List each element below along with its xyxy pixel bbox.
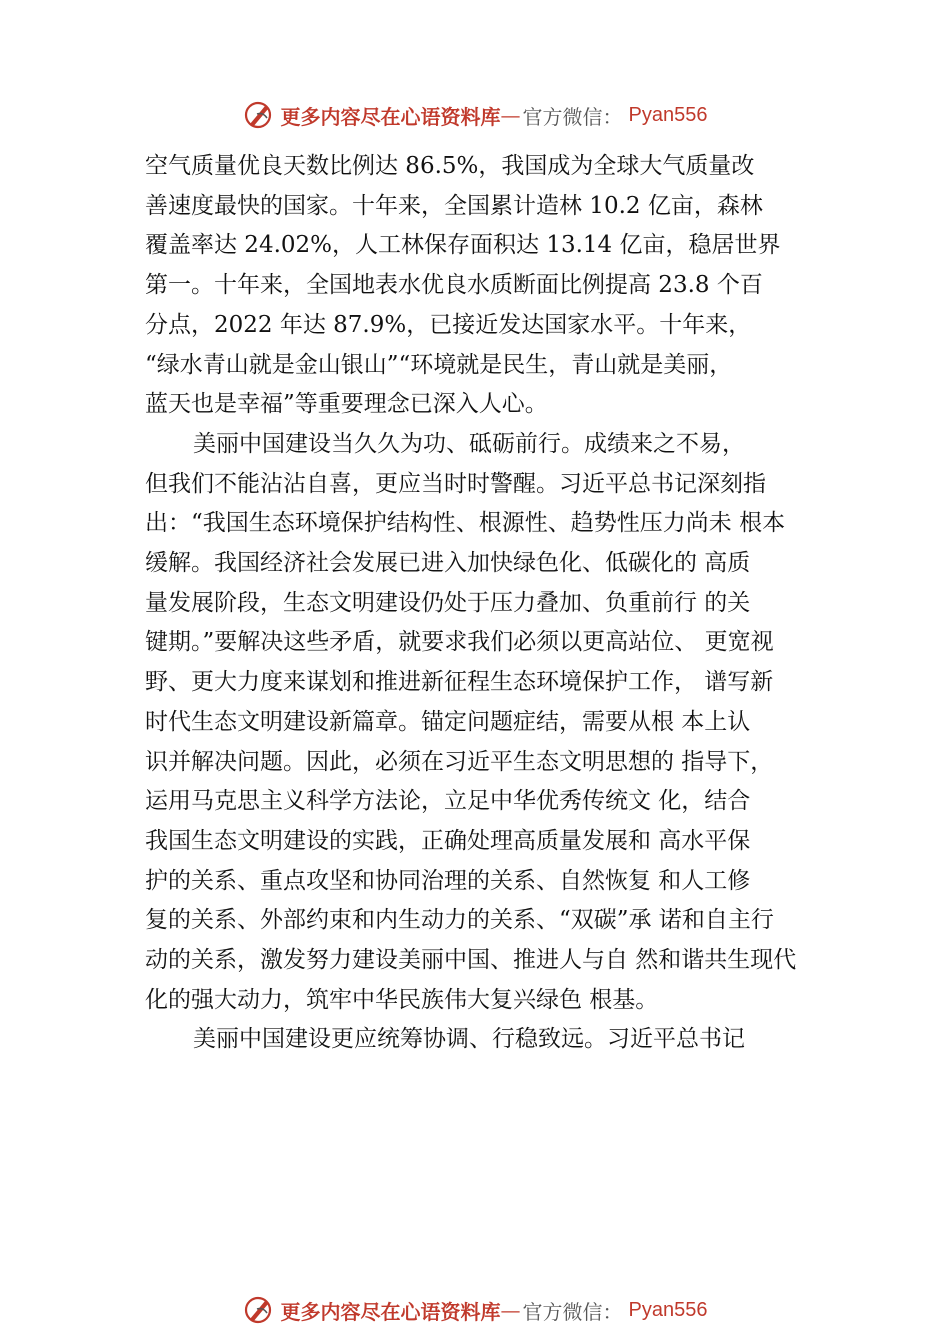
paragraph-1 <box>145 147 835 425</box>
banner-wechat-label: 官方微信： <box>522 104 623 129</box>
pen-logo-icon <box>243 1295 273 1325</box>
document-body <box>145 147 835 1060</box>
text-line: 护的关系、重点攻坚和协同治理的关系、自然恢复 和人工修 <box>145 867 751 894</box>
text-line: 出：“我国生态环境保护结构性、根源性、趋势性压力尚未 根本 <box>145 510 786 537</box>
paragraph-3 <box>145 1020 835 1060</box>
banner-text: 更多内容尽在心语资料库 <box>280 1299 501 1324</box>
text-line: 运用马克思主义科学方法论，立足中华优秀传统文 化，结合 <box>145 788 751 815</box>
text-line: 量发展阶段，生态文明建设仍处于压力叠加、负重前行 的关 <box>145 589 751 616</box>
footer-banner <box>0 1290 950 1330</box>
text-line: 美丽中国建设更应统筹协调、行稳致远。习近平总书记 <box>193 1026 745 1053</box>
text-line: 第一。十年来，全国地表水优良水质断面比例提高 23.8 个百 <box>145 272 763 299</box>
text-line: 时代生态文明建设新篇章。锚定问题症结，需要从根 本上认 <box>145 708 751 735</box>
text-line: 分点，2022 年达 87.9%，已接近发达国家水平。十年来， <box>145 311 752 338</box>
banner-wechat-id: Pyan556 <box>628 103 708 126</box>
text-line: 化的强大动力，筑牢中华民族伟大复兴绿色 根基。 <box>145 986 659 1013</box>
banner-text: 更多内容尽在心语资料库 <box>280 104 501 129</box>
text-line: 美丽中国建设当久久为功、砥砺前行。成绩来之不易， <box>193 430 745 457</box>
text-line: 我国生态文明建设的实践，正确处理高质量发展和 高水平保 <box>145 827 751 854</box>
text-line: 但我们不能沾沾自喜，更应当时时警醒。习近平总书记深刻指 <box>145 470 766 497</box>
text-line: 键期。”要解决这些矛盾，就要求我们必须以更高站位、 更宽视 <box>145 629 774 656</box>
text-line: 复的关系、外部约束和内生动力的关系、“双碳”承 诺和自主行 <box>145 907 774 934</box>
header-banner <box>0 95 950 135</box>
text-line: 动的关系，激发努力建设美丽中国、推进人与自 然和谐共生现代 <box>145 947 797 974</box>
banner-wechat-id: Pyan556 <box>628 1298 708 1321</box>
text-line: 野、更大力度来谋划和推进新征程生态环境保护工作， 谱写新 <box>145 669 774 696</box>
banner-wechat-label: 官方微信： <box>522 1299 623 1324</box>
paragraph-2 <box>145 425 835 1021</box>
pen-logo-icon <box>243 100 273 130</box>
text-line: 识并解决问题。因此，必须在习近平生态文明思想的 指导下， <box>145 748 774 775</box>
banner-dash: — <box>500 1298 521 1322</box>
text-line: 善速度最快的国家。十年来，全国累计造林 10.2 亿亩，森林 <box>145 192 763 219</box>
text-line: 蓝天也是幸福”等重要理念已深入人心。 <box>145 391 548 418</box>
text-line: 空气质量优良天数比例达 86.5%，我国成为全球大气质量改 <box>145 153 755 179</box>
text-line: “绿水青山就是金山银山”“环境就是民生，青山就是美丽， <box>145 351 733 378</box>
text-line: 覆盖率达 24.02%，人工林保存面积达 13.14 亿亩，稳居世界 <box>145 232 781 259</box>
text-line: 缓解。我国经济社会发展已进入加快绿色化、低碳化的 高质 <box>145 550 751 577</box>
banner-dash: — <box>500 103 521 127</box>
